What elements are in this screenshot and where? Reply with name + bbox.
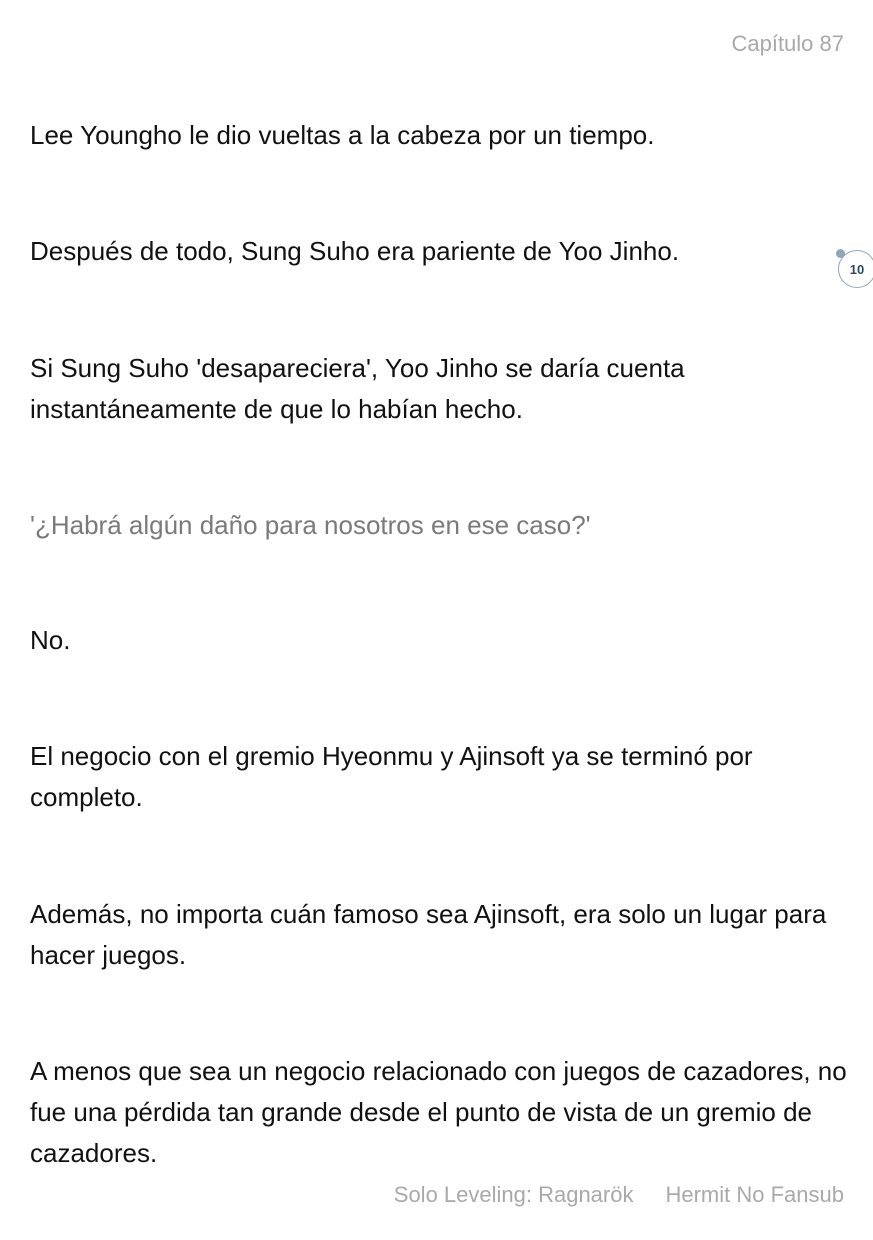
comment-indicator-dot [836, 249, 845, 258]
comment-count-bubble-icon[interactable] [838, 250, 873, 288]
paragraph: Además, no importa cuán famoso sea Ajinsoft, era solo un lugar para hacer juegos. [30, 899, 827, 970]
paragraph-thought: '¿Habrá algún daño para nosotros en ese caso?' [30, 510, 591, 540]
chapter-label: Capítulo 87 [731, 31, 844, 56]
novel-title: Solo Leveling: Ragnarök [393, 1182, 634, 1207]
comment-count: 10 [849, 261, 865, 277]
paragraph: No. [30, 625, 71, 655]
paragraph: Lee Youngho le dio vueltas a la cabeza por un tiempo. [30, 120, 655, 150]
paragraph: El negocio con el gremio Hyeonmu y Ajinsoft ya se terminó por completo. [30, 741, 753, 812]
translator-credit: Hermit No Fansub [665, 1182, 844, 1207]
paragraph: Después de todo, Sung Suho era pariente de Yoo Jinho. [30, 236, 680, 266]
paragraph: Si Sung Suho 'desapareciera', Yoo Jinho se daría cuenta instantáneamente de que lo habían hecho. [30, 353, 685, 424]
footer [394, 1182, 844, 1208]
paragraph: A menos que sea un negocio relacionado con juegos de cazadores, no fue una pérdida tan grande desde el punto de vista de un gremio de cazadores. [30, 1056, 847, 1168]
